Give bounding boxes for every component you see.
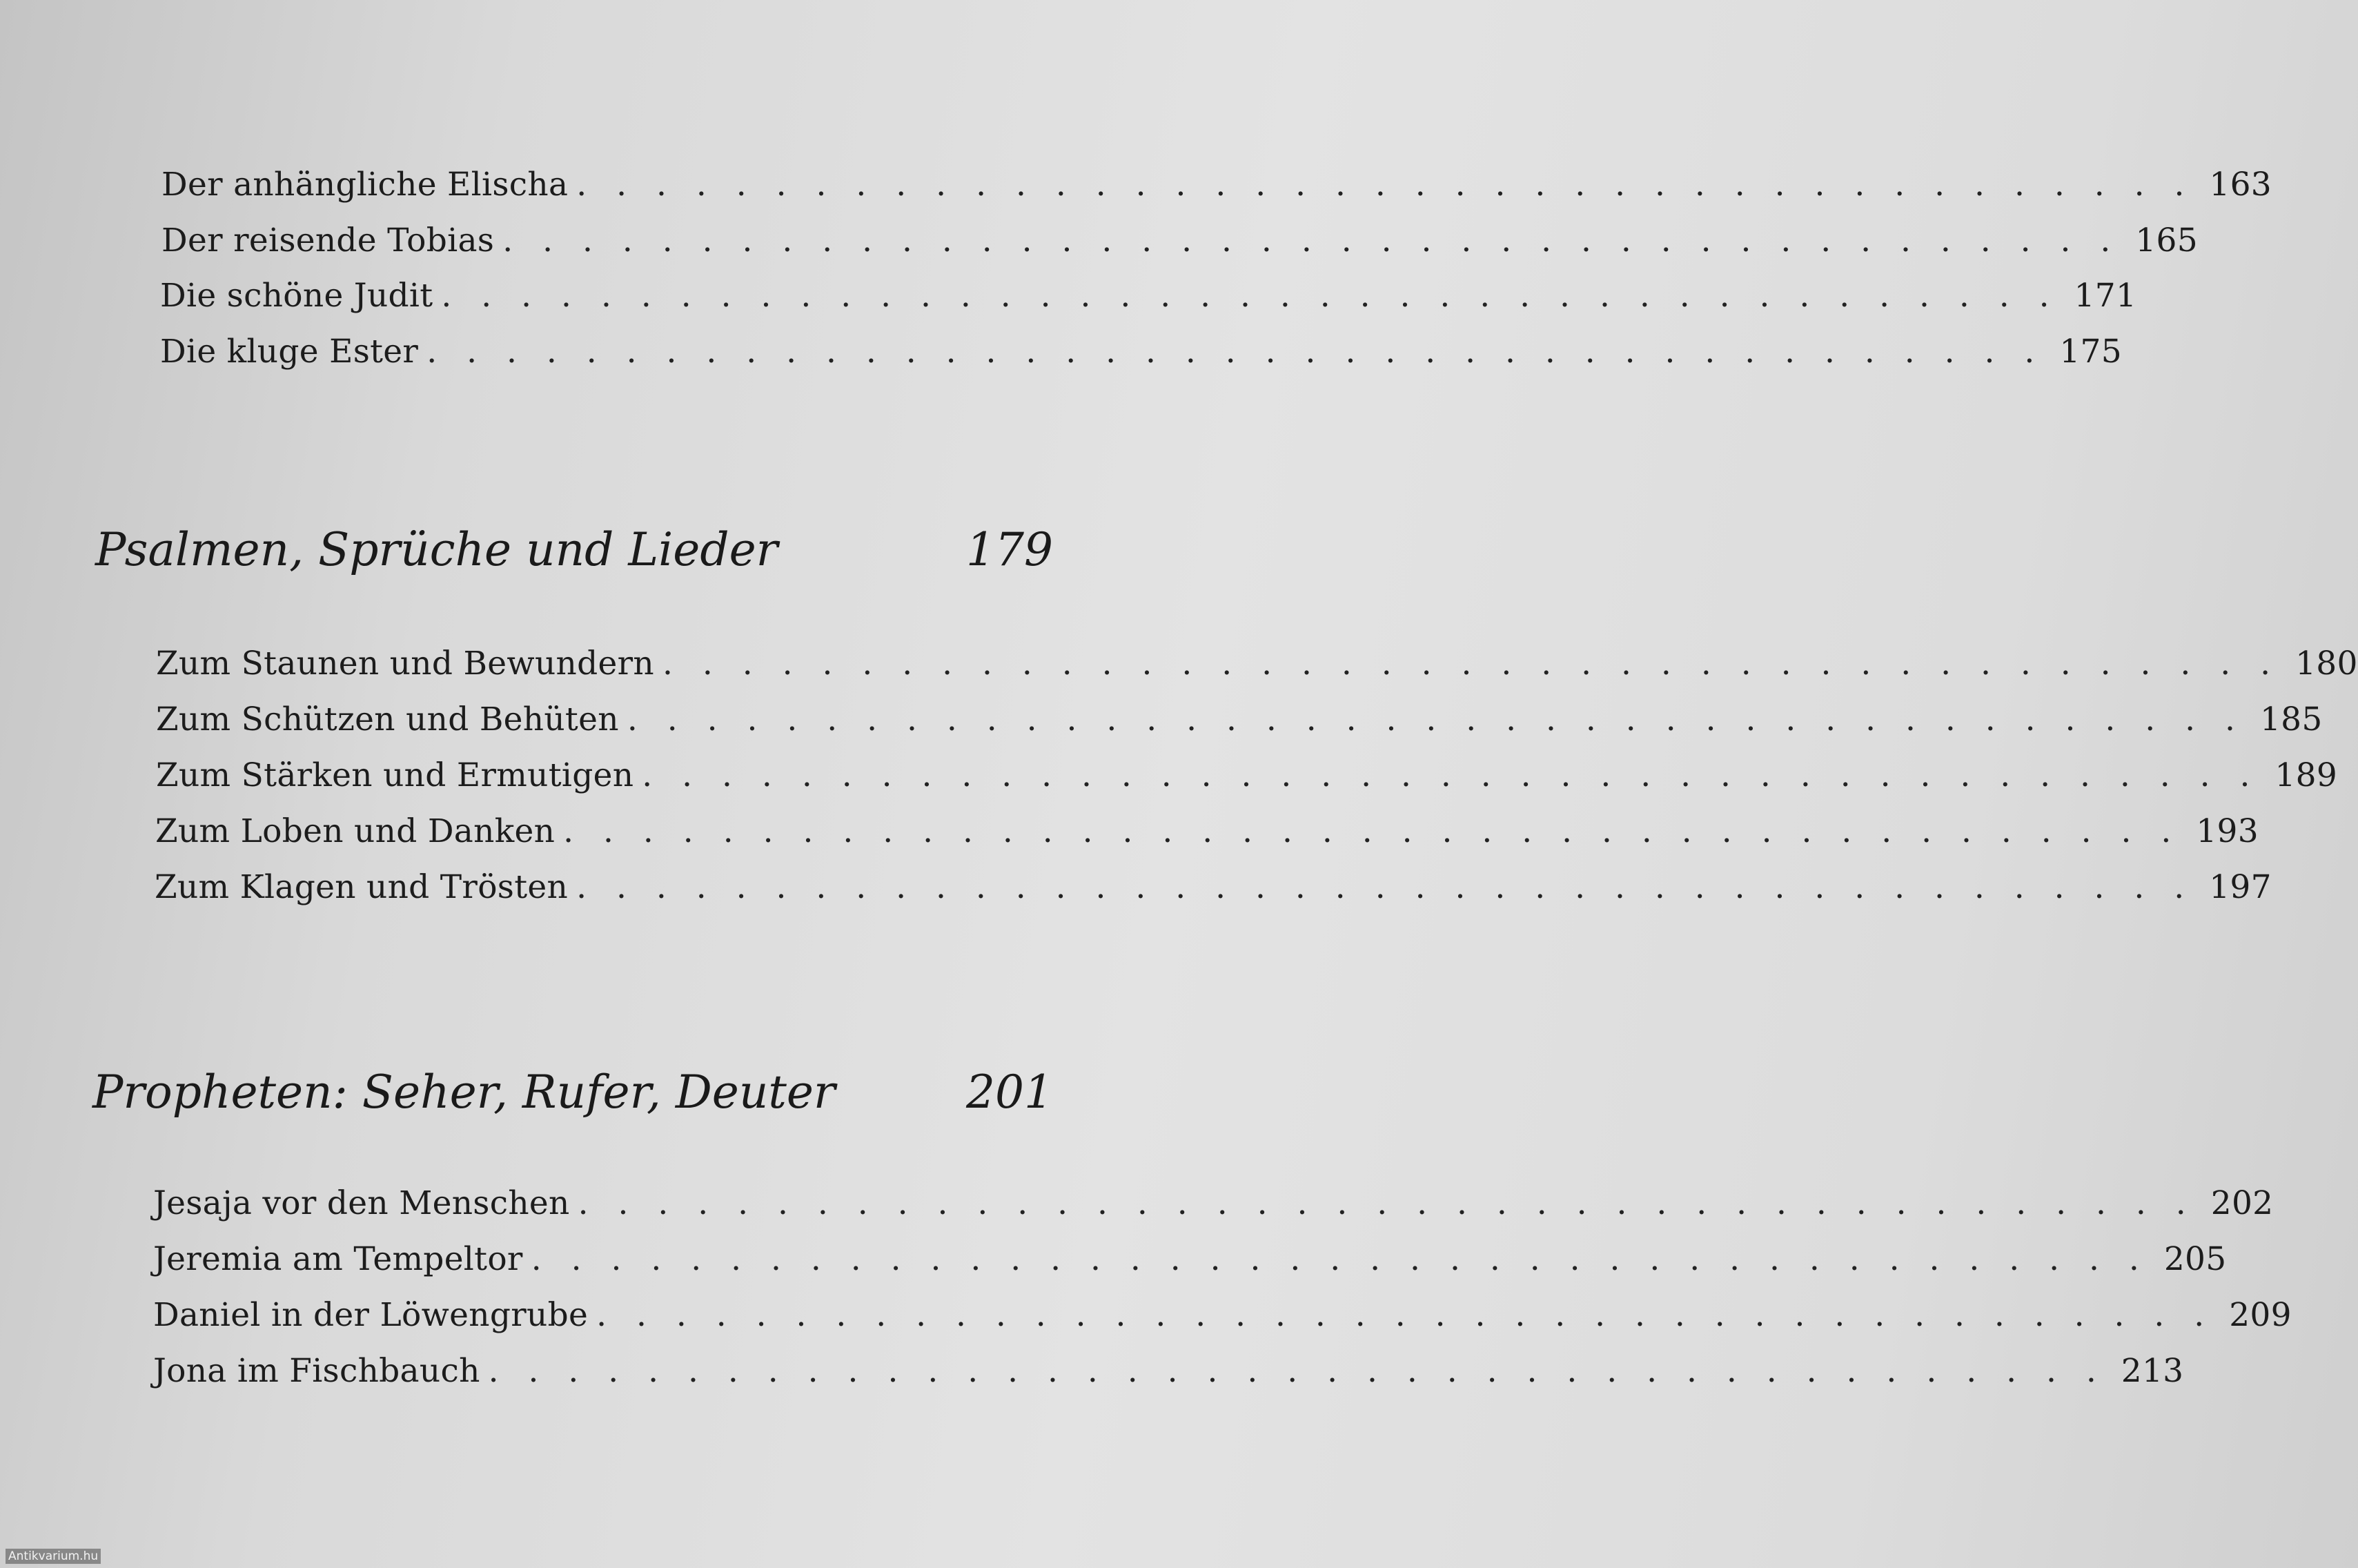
entry-title: Die schöne Judit	[160, 277, 433, 315]
entry-page-number: 189	[2275, 756, 2338, 794]
toc-entry	[161, 222, 2198, 266]
entry-title: Der anhängliche Elischa	[161, 166, 569, 204]
dot-leader: . . . . . . . . . . . . . . . . . . . . . . . . . . . . . . . . . . . . . . . . .	[563, 812, 2181, 850]
entry-page-number: 202	[2210, 1184, 2274, 1222]
toc-entry	[155, 868, 2272, 912]
entry-title: Jona im Fischbauch	[153, 1352, 480, 1390]
section-page-number: 179	[966, 523, 1053, 576]
entry-title: Jesaja vor den Menschen	[153, 1184, 570, 1222]
entry-page-number: 197	[2209, 868, 2272, 906]
dot-leader: . . . . . . . . . . . . . . . . . . . . . . . . . . . . . . . . . . . . . . . . .	[502, 222, 2121, 259]
dot-leader: . . . . . . . . . . . . . . . . . . . . . . . . . . . . . . . . . . . . . . . . .	[488, 1352, 2106, 1390]
toc-entry	[160, 333, 2122, 377]
section-heading	[95, 523, 1053, 576]
toc-entry	[153, 1240, 2227, 1284]
entry-page-number: 163	[2209, 166, 2272, 204]
dot-leader: . . . . . . . . . . . . . . . . . . . . . . . . . . . . . . . . . . . . . . . . .	[441, 277, 2059, 315]
entry-page-number: 180	[2295, 645, 2358, 683]
dot-leader: . . . . . . . . . . . . . . . . . . . . . . . . . . . . . . . . . . . . . . . . .	[662, 645, 2281, 683]
entry-title: Zum Stärken und Ermutigen	[156, 756, 634, 794]
dot-leader: . . . . . . . . . . . . . . . . . . . . . . . . . . . . . . . . . . . . . . . . .	[642, 756, 2260, 794]
entry-page-number: 175	[2059, 333, 2122, 371]
entry-title: Zum Schützen und Behüten	[156, 700, 619, 738]
dot-leader: . . . . . . . . . . . . . . . . . . . . . . . . . . . . . . . . . . . . . . . . .	[576, 166, 2194, 204]
toc-entry	[156, 756, 2338, 801]
toc-entry	[156, 645, 2358, 689]
dot-leader: . . . . . . . . . . . . . . . . . . . . . . . . . . . . . . . . . . . . . . . . .	[627, 700, 2245, 738]
entry-title: Daniel in der Löwengrube	[153, 1296, 589, 1334]
toc-entry	[153, 1296, 2292, 1340]
entry-title: Die kluge Ester	[160, 333, 419, 371]
dot-leader: . . . . . . . . . . . . . . . . . . . . . . . . . . . . . . . . . . . . . . . . .	[531, 1240, 2149, 1278]
dot-leader: . . . . . . . . . . . . . . . . . . . . . . . . . . . . . . . . . . . . . . . . .	[576, 868, 2194, 906]
toc-entry	[156, 700, 2323, 745]
entry-title: Zum Staunen und Bewundern	[156, 645, 654, 683]
entry-title: Zum Klagen und Trösten	[155, 868, 569, 906]
section-title: Propheten: Seher, Rufer, Deuter	[92, 1066, 836, 1119]
section-title: Psalmen, Sprüche und Lieder	[95, 523, 778, 576]
section-heading	[92, 1066, 1053, 1119]
dot-leader: . . . . . . . . . . . . . . . . . . . . . . . . . . . . . . . . . . . . . . . . .	[596, 1296, 2214, 1334]
entry-page-number: 193	[2196, 812, 2259, 850]
entry-title: Jeremia am Tempeltor	[153, 1240, 523, 1278]
toc-entry	[153, 1352, 2184, 1396]
dot-leader: . . . . . . . . . . . . . . . . . . . . . . . . . . . . . . . . . . . . . . . . .	[426, 333, 2045, 371]
section-page-number: 201	[966, 1066, 1053, 1119]
toc-entry	[153, 1184, 2274, 1228]
entry-page-number: 209	[2229, 1296, 2292, 1334]
entry-page-number: 171	[2074, 277, 2137, 315]
watermark: Antikvarium.hu	[6, 1549, 101, 1564]
toc-entry	[160, 277, 2137, 321]
entry-page-number: 213	[2121, 1352, 2184, 1390]
entry-title: Zum Loben und Danken	[155, 812, 556, 850]
entry-page-number: 205	[2163, 1240, 2227, 1278]
entry-title: Der reisende Tobias	[161, 222, 495, 259]
toc-entry	[161, 166, 2272, 210]
entry-page-number: 185	[2259, 700, 2323, 738]
toc-entry	[155, 812, 2259, 856]
dot-leader: . . . . . . . . . . . . . . . . . . . . . . . . . . . . . . . . . . . . . . . . .	[578, 1184, 2196, 1222]
entry-page-number: 165	[2135, 222, 2198, 259]
